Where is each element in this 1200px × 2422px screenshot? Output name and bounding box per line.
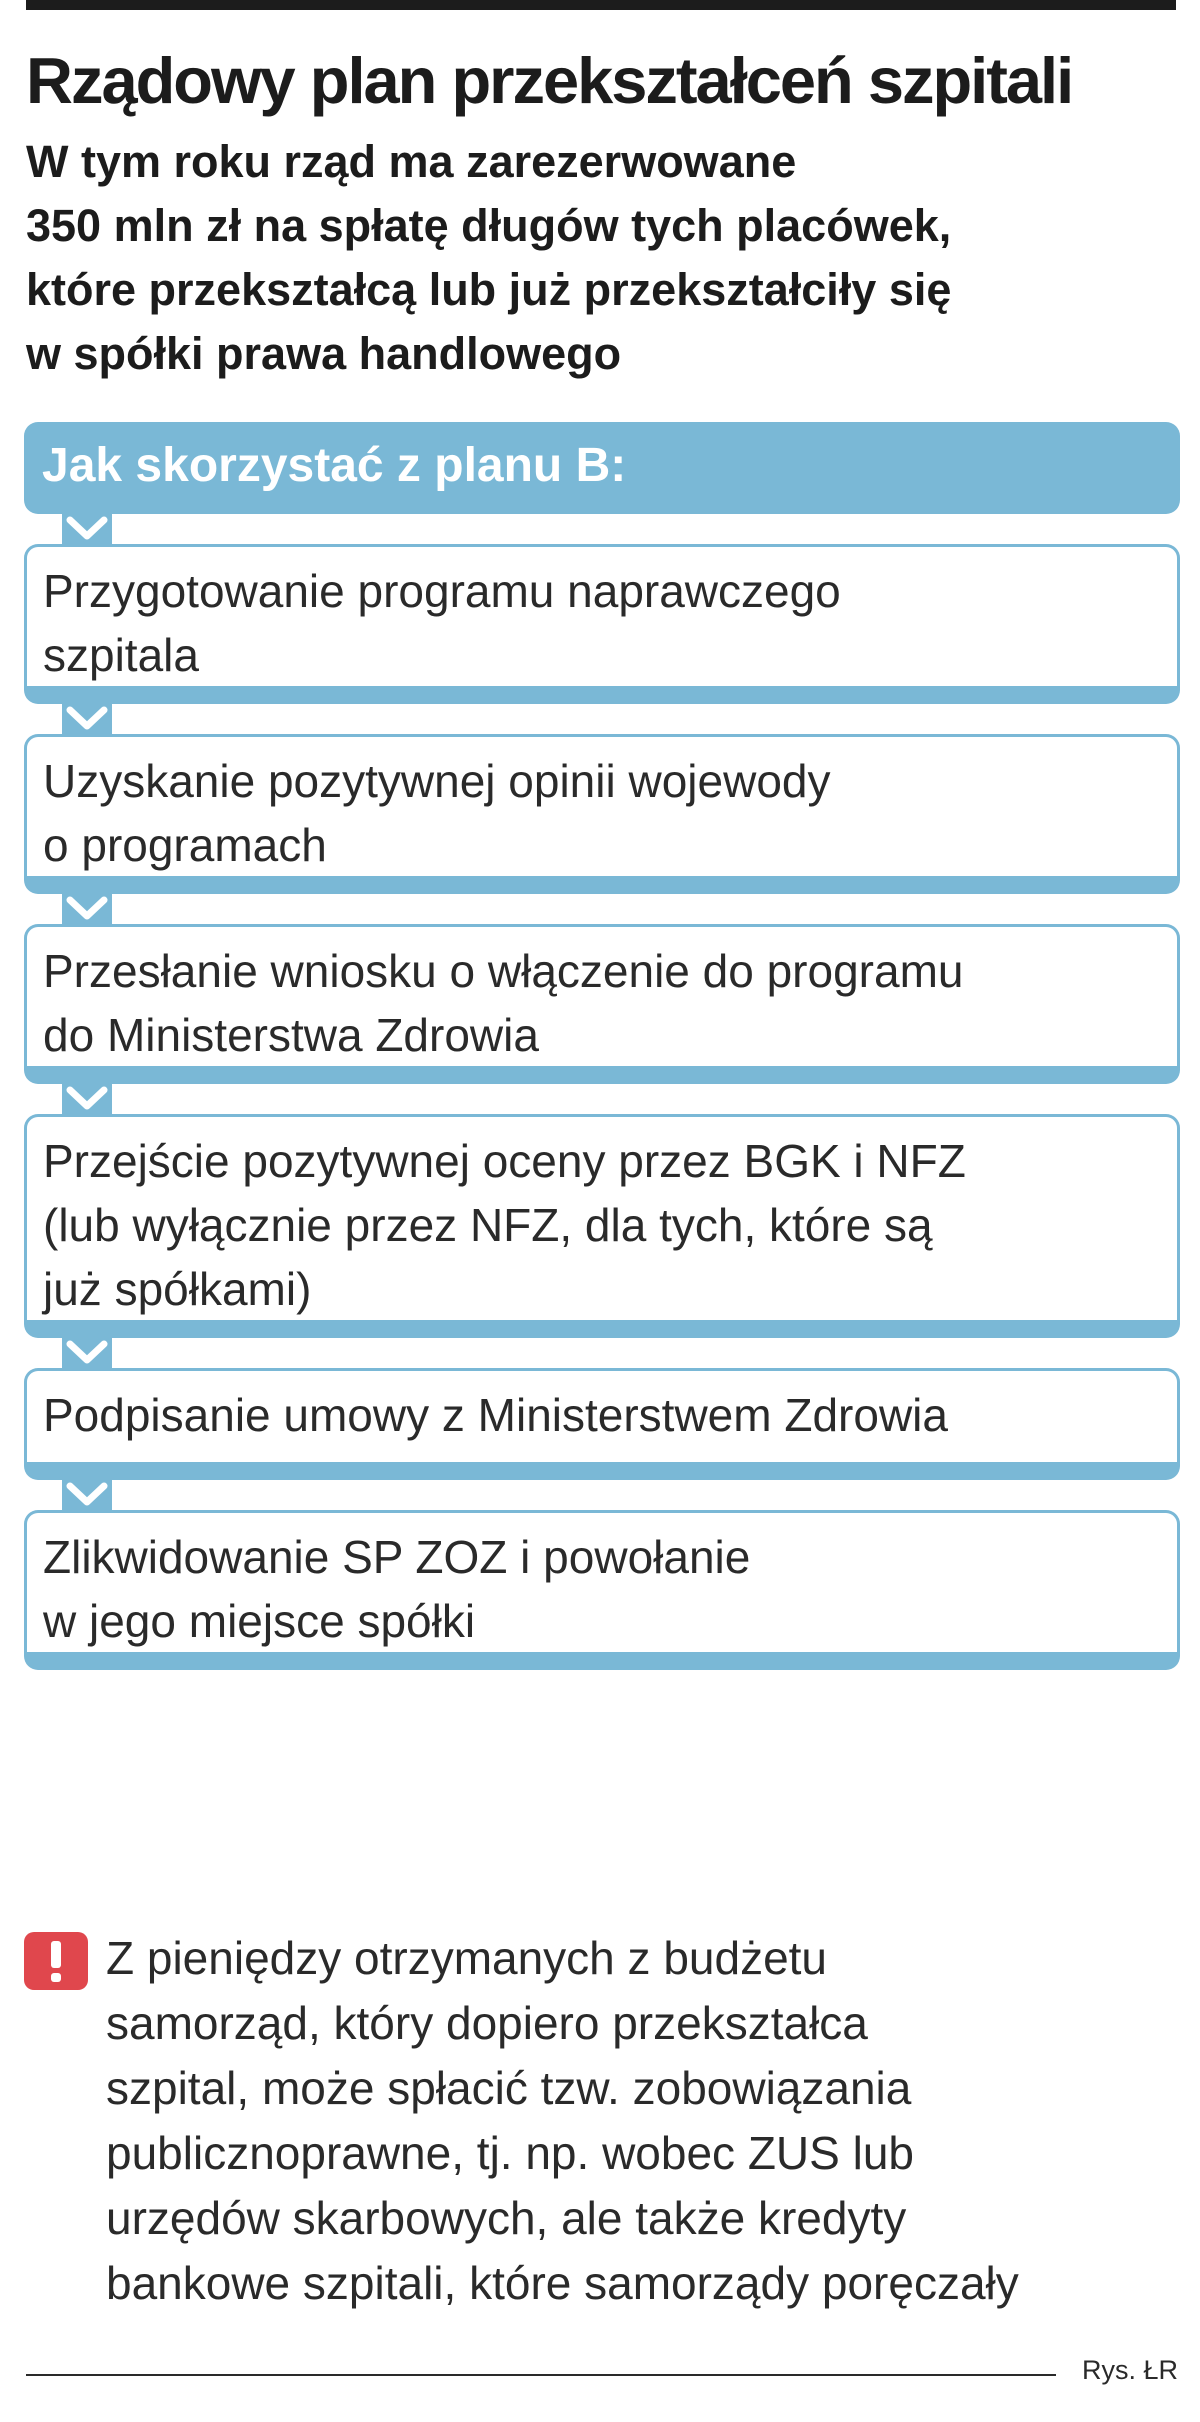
step-3 xyxy=(24,924,1180,1084)
step-line: już spółkami) xyxy=(43,1263,312,1315)
infographic-subtitle xyxy=(26,130,1176,386)
subtitle-line: w spółki prawa handlowego xyxy=(26,328,622,379)
step-line: (lub wyłącznie przez NFZ, dla tych, które są xyxy=(43,1199,933,1251)
step-6 xyxy=(24,1510,1180,1670)
chevron-down-icon xyxy=(62,514,112,544)
note-line: urzędów skarbowych, ale także kredyty xyxy=(106,2192,907,2244)
step-4 xyxy=(24,1114,1180,1338)
exclamation-icon xyxy=(24,1932,88,1990)
step-line: do Ministerstwa Zdrowia xyxy=(43,1009,539,1061)
step-text xyxy=(43,749,1163,877)
chevron-down-icon xyxy=(62,1338,112,1368)
chevron-down-icon xyxy=(62,894,112,924)
step-line: Zlikwidowanie SP ZOZ i powołanie xyxy=(43,1531,751,1583)
step-1 xyxy=(24,544,1180,704)
note-line: szpital, może spłacić tzw. zobowiązania xyxy=(106,2062,912,2114)
step-line: Przesłanie wniosku o włączenie do programu xyxy=(43,945,964,997)
subtitle-line: 350 mln zł na spłatę długów tych placówek, xyxy=(26,200,952,251)
note-line: publicznoprawne, tj. np. wobec ZUS lub xyxy=(106,2127,914,2179)
step-5 xyxy=(24,1368,1180,1480)
subtitle-line: które przekształcą lub już przekształciły się xyxy=(26,264,952,315)
step-text xyxy=(43,939,1163,1067)
step-line: Uzyskanie pozytywnej opinii wojewody xyxy=(43,755,831,807)
chevron-down-icon xyxy=(62,1084,112,1114)
step-line: Podpisanie umowy z Ministerstwem Zdrowia xyxy=(43,1389,948,1441)
chevron-down-icon xyxy=(62,704,112,734)
top-rule xyxy=(26,0,1176,10)
image-credit: Rys. ŁR xyxy=(1081,2355,1178,2385)
subtitle-line: W tym roku rząd ma zarezerwowane xyxy=(26,136,797,187)
step-line: o programach xyxy=(43,819,327,871)
step-line: szpitala xyxy=(43,629,199,681)
footer-rule xyxy=(26,2374,1056,2376)
note-line: samorząd, który dopiero przekształca xyxy=(106,1997,868,2049)
chevron-down-icon xyxy=(62,1480,112,1510)
note-line: bankowe szpitali, które samorządy poręczały xyxy=(106,2257,1019,2309)
note-text xyxy=(106,1926,1186,2316)
step-line: w jego miejsce spółki xyxy=(43,1595,476,1647)
note-line: Z pieniędzy otrzymanych z budżetu xyxy=(106,1932,828,1984)
step-2 xyxy=(24,734,1180,894)
step-text xyxy=(43,559,1163,687)
step-line: Przygotowanie programu naprawczego xyxy=(43,565,841,617)
step-text xyxy=(43,1129,1163,1321)
step-line: Przejście pozytywnej oceny przez BGK i NFZ xyxy=(43,1135,966,1187)
step-text xyxy=(43,1525,1163,1653)
steps-header xyxy=(24,422,1180,514)
steps-header-label: Jak skorzystać z planu B: xyxy=(42,439,627,492)
infographic-title: Rządowy plan przekształceń szpitali xyxy=(26,44,1073,117)
step-text xyxy=(43,1383,1163,1447)
